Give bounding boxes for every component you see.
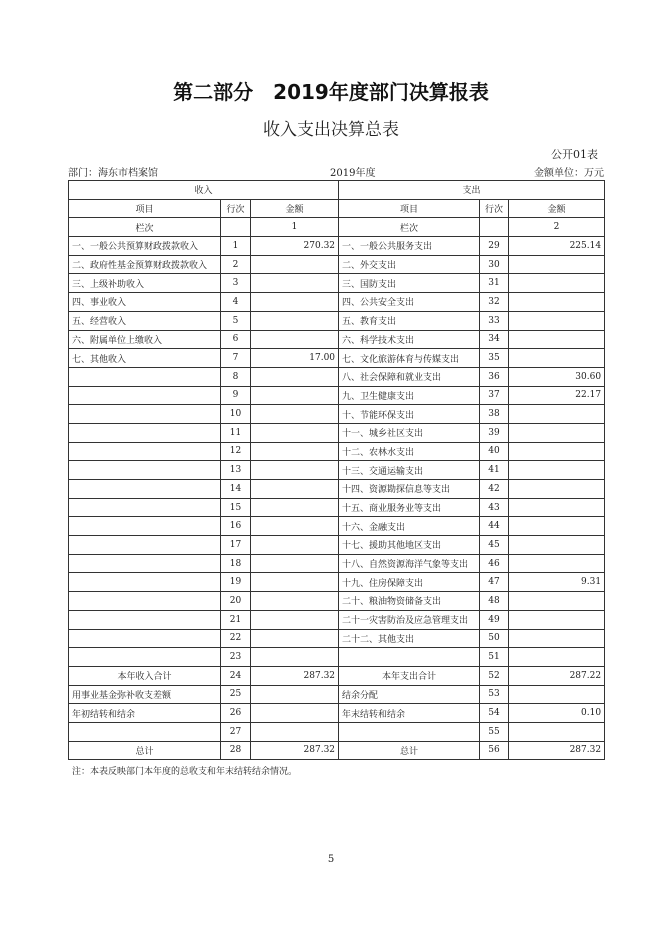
income-item-cell: 三、上级补助收入 bbox=[69, 274, 221, 293]
income-item-cell: 用事业基金弥补收支差额 bbox=[69, 685, 221, 704]
page-title: 第二部分 2019年度部门决算报表 bbox=[173, 80, 489, 104]
expense-line-cell: 43 bbox=[480, 498, 509, 517]
table-row bbox=[69, 311, 605, 330]
expense-item-cell: 十三、交通运输支出 bbox=[339, 461, 480, 480]
expense-line-header: 行次 bbox=[480, 199, 509, 218]
income-line-cell: 27 bbox=[221, 722, 251, 741]
expense-line-cell: 36 bbox=[480, 367, 509, 386]
income-line-cell: 17 bbox=[221, 536, 251, 555]
unit-label: 金额单位：万元 bbox=[534, 168, 604, 179]
expense-amount-cell: 9.31 bbox=[509, 573, 605, 592]
income-amount-cell bbox=[251, 293, 339, 312]
expense-item-cell: 十九、住房保障支出 bbox=[339, 573, 480, 592]
expense-item-cell: 十、节能环保支出 bbox=[339, 405, 480, 424]
expense-item-cell: 七、文化旅游体育与传媒支出 bbox=[339, 349, 480, 368]
empty-cell bbox=[221, 218, 251, 237]
table-row bbox=[69, 704, 605, 723]
expense-amount-cell bbox=[509, 461, 605, 480]
expense-amount-cell bbox=[509, 349, 605, 368]
expense-line-cell: 49 bbox=[480, 610, 509, 629]
expense-line-cell: 39 bbox=[480, 423, 509, 442]
income-line-cell: 7 bbox=[221, 349, 251, 368]
expense-amount-cell: 287.32 bbox=[509, 741, 605, 760]
income-item-cell bbox=[69, 480, 221, 499]
expense-amount-cell: 225.14 bbox=[509, 237, 605, 256]
expense-amount-cell bbox=[509, 517, 605, 536]
income-item-cell bbox=[69, 498, 221, 517]
income-line-cell: 9 bbox=[221, 386, 251, 405]
expense-header: 支出 bbox=[339, 181, 605, 200]
expense-column-number: 2 bbox=[509, 218, 605, 237]
income-amount-cell bbox=[251, 405, 339, 424]
income-item-cell bbox=[69, 517, 221, 536]
expense-item-header: 项目 bbox=[339, 199, 480, 218]
expense-line-cell: 51 bbox=[480, 648, 509, 667]
expense-item-cell: 二十、粮油物资储备支出 bbox=[339, 592, 480, 611]
table-row bbox=[69, 405, 605, 424]
table-row bbox=[69, 442, 605, 461]
expense-item-cell: 十八、自然资源海洋气象等支出 bbox=[339, 554, 480, 573]
department-label: 部门：海东市档案馆 bbox=[68, 168, 158, 179]
income-amount-cell: 17.00 bbox=[251, 349, 339, 368]
income-line-header: 行次 bbox=[221, 199, 251, 218]
table-row bbox=[69, 648, 605, 667]
table-note: 注：本表反映部门本年度的总收支和年末结转结余情况。 bbox=[72, 767, 298, 777]
income-line-cell: 10 bbox=[221, 405, 251, 424]
income-column-label: 栏次 bbox=[69, 218, 221, 237]
expense-line-cell: 42 bbox=[480, 480, 509, 499]
income-line-cell: 2 bbox=[221, 255, 251, 274]
expense-item-cell: 六、科学技术支出 bbox=[339, 330, 480, 349]
table-row bbox=[69, 741, 605, 760]
income-line-cell: 13 bbox=[221, 461, 251, 480]
expense-line-cell: 56 bbox=[480, 741, 509, 760]
table-title: 收入支出决算总表 bbox=[263, 120, 399, 140]
expense-line-cell: 45 bbox=[480, 536, 509, 555]
expense-line-cell: 44 bbox=[480, 517, 509, 536]
income-amount-cell bbox=[251, 367, 339, 386]
expense-line-cell: 53 bbox=[480, 685, 509, 704]
report-year: 2019年度 bbox=[330, 168, 376, 179]
income-item-cell: 年初结转和结余 bbox=[69, 704, 221, 723]
income-amount-cell bbox=[251, 648, 339, 667]
expense-item-cell bbox=[339, 648, 480, 667]
income-line-cell: 26 bbox=[221, 704, 251, 723]
income-amount-cell bbox=[251, 554, 339, 573]
income-amount-cell bbox=[251, 480, 339, 499]
column-header-row bbox=[69, 199, 605, 218]
income-line-cell: 5 bbox=[221, 311, 251, 330]
expense-item-cell: 十二、农林水支出 bbox=[339, 442, 480, 461]
expense-line-cell: 55 bbox=[480, 722, 509, 741]
expense-item-cell: 总计 bbox=[339, 741, 480, 760]
expense-amount-cell bbox=[509, 405, 605, 424]
expense-amount-cell bbox=[509, 592, 605, 611]
table-row bbox=[69, 498, 605, 517]
income-item-cell bbox=[69, 423, 221, 442]
expense-amount-cell bbox=[509, 685, 605, 704]
income-amount-cell bbox=[251, 722, 339, 741]
income-item-cell: 六、附属单位上缴收入 bbox=[69, 330, 221, 349]
income-item-cell bbox=[69, 629, 221, 648]
income-item-cell bbox=[69, 405, 221, 424]
income-line-cell: 12 bbox=[221, 442, 251, 461]
table-row bbox=[69, 554, 605, 573]
table-row bbox=[69, 610, 605, 629]
table-row bbox=[69, 386, 605, 405]
income-amount-cell bbox=[251, 536, 339, 555]
income-line-cell: 28 bbox=[221, 741, 251, 760]
expense-item-cell: 四、公共安全支出 bbox=[339, 293, 480, 312]
expense-amount-cell: 22.17 bbox=[509, 386, 605, 405]
table-row bbox=[69, 349, 605, 368]
expense-line-cell: 30 bbox=[480, 255, 509, 274]
income-item-cell bbox=[69, 554, 221, 573]
income-amount-cell bbox=[251, 330, 339, 349]
expense-amount-header: 金额 bbox=[509, 199, 605, 218]
expense-item-cell: 二、外交支出 bbox=[339, 255, 480, 274]
expense-column-label: 栏次 bbox=[339, 218, 480, 237]
income-item-cell bbox=[69, 592, 221, 611]
income-line-cell: 24 bbox=[221, 666, 251, 685]
table-row bbox=[69, 722, 605, 741]
expense-amount-cell bbox=[509, 311, 605, 330]
income-amount-cell bbox=[251, 274, 339, 293]
expense-line-cell: 35 bbox=[480, 349, 509, 368]
income-amount-cell bbox=[251, 311, 339, 330]
expense-line-cell: 47 bbox=[480, 573, 509, 592]
income-amount-header: 金额 bbox=[251, 199, 339, 218]
expense-item-cell: 十五、商业服务业等支出 bbox=[339, 498, 480, 517]
income-line-cell: 22 bbox=[221, 629, 251, 648]
income-line-cell: 4 bbox=[221, 293, 251, 312]
income-item-cell bbox=[69, 442, 221, 461]
expense-line-cell: 41 bbox=[480, 461, 509, 480]
income-item-cell: 本年收入合计 bbox=[69, 666, 221, 685]
income-line-cell: 11 bbox=[221, 423, 251, 442]
expense-amount-cell: 30.60 bbox=[509, 367, 605, 386]
expense-amount-cell bbox=[509, 722, 605, 741]
expense-item-cell bbox=[339, 722, 480, 741]
income-amount-cell bbox=[251, 610, 339, 629]
income-amount-cell bbox=[251, 592, 339, 611]
expense-amount-cell bbox=[509, 423, 605, 442]
expense-item-cell: 五、教育支出 bbox=[339, 311, 480, 330]
table-body bbox=[69, 237, 605, 760]
income-line-cell: 21 bbox=[221, 610, 251, 629]
income-line-cell: 6 bbox=[221, 330, 251, 349]
income-amount-cell bbox=[251, 461, 339, 480]
table-row bbox=[69, 461, 605, 480]
expense-amount-cell: 287.22 bbox=[509, 666, 605, 685]
income-item-cell: 四、事业收入 bbox=[69, 293, 221, 312]
expense-item-cell: 二十二、其他支出 bbox=[339, 629, 480, 648]
income-item-cell: 五、经营收入 bbox=[69, 311, 221, 330]
income-item-cell bbox=[69, 536, 221, 555]
income-amount-cell bbox=[251, 386, 339, 405]
expense-item-cell: 结余分配 bbox=[339, 685, 480, 704]
expense-line-cell: 46 bbox=[480, 554, 509, 573]
table-row bbox=[69, 536, 605, 555]
expense-line-cell: 34 bbox=[480, 330, 509, 349]
expense-item-cell: 年末结转和结余 bbox=[339, 704, 480, 723]
table-row bbox=[69, 237, 605, 256]
expense-line-cell: 37 bbox=[480, 386, 509, 405]
income-amount-cell bbox=[251, 442, 339, 461]
table-row bbox=[69, 592, 605, 611]
income-line-cell: 25 bbox=[221, 685, 251, 704]
income-amount-cell: 287.32 bbox=[251, 741, 339, 760]
expense-item-cell: 九、卫生健康支出 bbox=[339, 386, 480, 405]
income-line-cell: 3 bbox=[221, 274, 251, 293]
income-item-cell bbox=[69, 722, 221, 741]
income-line-cell: 14 bbox=[221, 480, 251, 499]
expense-item-cell: 本年支出合计 bbox=[339, 666, 480, 685]
expense-amount-cell bbox=[509, 442, 605, 461]
expense-line-cell: 40 bbox=[480, 442, 509, 461]
expense-item-cell: 十一、城乡社区支出 bbox=[339, 423, 480, 442]
income-line-cell: 15 bbox=[221, 498, 251, 517]
income-item-cell bbox=[69, 386, 221, 405]
table-row bbox=[69, 629, 605, 648]
form-number: 公开01表 bbox=[551, 148, 598, 161]
expense-amount-cell bbox=[509, 629, 605, 648]
income-item-cell: 总计 bbox=[69, 741, 221, 760]
income-item-header: 项目 bbox=[69, 199, 221, 218]
expense-line-cell: 50 bbox=[480, 629, 509, 648]
table-row bbox=[69, 255, 605, 274]
expense-amount-cell bbox=[509, 536, 605, 555]
expense-line-cell: 32 bbox=[480, 293, 509, 312]
table-row bbox=[69, 330, 605, 349]
income-item-cell bbox=[69, 610, 221, 629]
income-amount-cell bbox=[251, 517, 339, 536]
expense-amount-cell bbox=[509, 255, 605, 274]
expense-line-cell: 29 bbox=[480, 237, 509, 256]
expense-amount-cell: 0.10 bbox=[509, 704, 605, 723]
income-amount-cell bbox=[251, 629, 339, 648]
page-number: 5 bbox=[327, 854, 335, 865]
income-amount-cell bbox=[251, 423, 339, 442]
empty-cell bbox=[480, 218, 509, 237]
expense-line-cell: 48 bbox=[480, 592, 509, 611]
expense-amount-cell bbox=[509, 648, 605, 667]
expense-amount-cell bbox=[509, 610, 605, 629]
income-amount-cell bbox=[251, 573, 339, 592]
expense-amount-cell bbox=[509, 274, 605, 293]
table-row bbox=[69, 274, 605, 293]
income-line-cell: 19 bbox=[221, 573, 251, 592]
income-line-cell: 16 bbox=[221, 517, 251, 536]
income-header: 收入 bbox=[69, 181, 339, 200]
income-line-cell: 8 bbox=[221, 367, 251, 386]
income-amount-cell: 270.32 bbox=[251, 237, 339, 256]
table-row bbox=[69, 573, 605, 592]
income-expense-table bbox=[68, 180, 605, 760]
income-amount-cell: 287.32 bbox=[251, 666, 339, 685]
expense-item-cell: 十六、金融支出 bbox=[339, 517, 480, 536]
income-item-cell bbox=[69, 367, 221, 386]
expense-amount-cell bbox=[509, 554, 605, 573]
table-row bbox=[69, 517, 605, 536]
income-column-number: 1 bbox=[251, 218, 339, 237]
expense-item-cell: 八、社会保障和就业支出 bbox=[339, 367, 480, 386]
income-amount-cell bbox=[251, 685, 339, 704]
income-item-cell: 一、一般公共预算财政拨款收入 bbox=[69, 237, 221, 256]
expense-item-cell: 十七、援助其他地区支出 bbox=[339, 536, 480, 555]
expense-line-cell: 52 bbox=[480, 666, 509, 685]
income-line-cell: 23 bbox=[221, 648, 251, 667]
expense-line-cell: 38 bbox=[480, 405, 509, 424]
expense-item-cell: 一、一般公共服务支出 bbox=[339, 237, 480, 256]
expense-amount-cell bbox=[509, 293, 605, 312]
income-line-cell: 1 bbox=[221, 237, 251, 256]
table-row bbox=[69, 685, 605, 704]
column-number-row bbox=[69, 218, 605, 237]
expense-item-cell: 三、国防支出 bbox=[339, 274, 480, 293]
expense-amount-cell bbox=[509, 480, 605, 499]
income-line-cell: 18 bbox=[221, 554, 251, 573]
section-header-row bbox=[69, 181, 605, 200]
expense-line-cell: 33 bbox=[480, 311, 509, 330]
table-row bbox=[69, 666, 605, 685]
income-item-cell bbox=[69, 648, 221, 667]
table-row bbox=[69, 480, 605, 499]
expense-line-cell: 54 bbox=[480, 704, 509, 723]
income-item-cell bbox=[69, 461, 221, 480]
income-item-cell: 七、其他收入 bbox=[69, 349, 221, 368]
income-item-cell bbox=[69, 573, 221, 592]
expense-line-cell: 31 bbox=[480, 274, 509, 293]
income-item-cell: 二、政府性基金预算财政拨款收入 bbox=[69, 255, 221, 274]
table-row bbox=[69, 367, 605, 386]
table-row bbox=[69, 423, 605, 442]
income-line-cell: 20 bbox=[221, 592, 251, 611]
expense-item-cell: 二十一灾害防治及应急管理支出 bbox=[339, 610, 480, 629]
expense-amount-cell bbox=[509, 330, 605, 349]
income-amount-cell bbox=[251, 704, 339, 723]
income-amount-cell bbox=[251, 255, 339, 274]
table-row bbox=[69, 293, 605, 312]
expense-amount-cell bbox=[509, 498, 605, 517]
expense-item-cell: 十四、资源勘探信息等支出 bbox=[339, 480, 480, 499]
income-amount-cell bbox=[251, 498, 339, 517]
